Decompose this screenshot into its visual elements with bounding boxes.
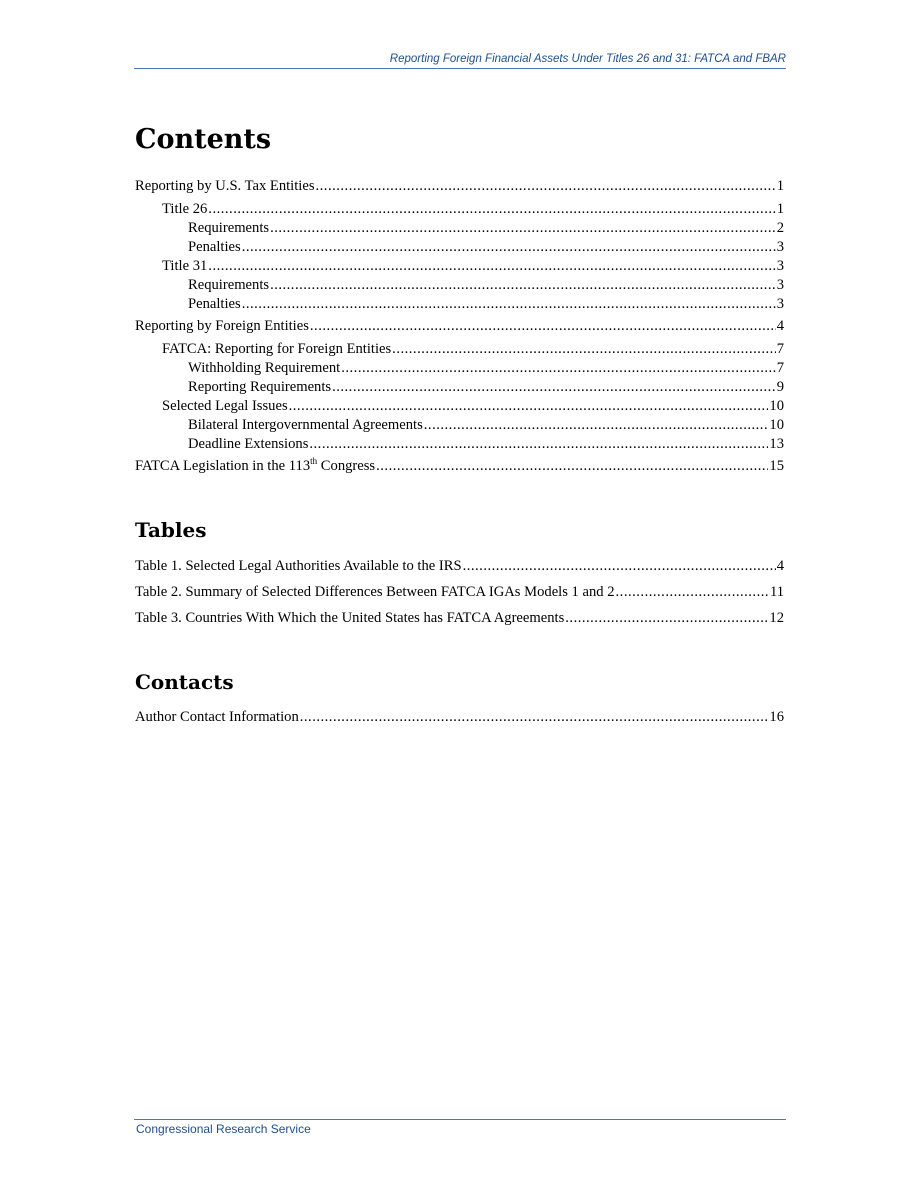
contacts-entry-author[interactable] [135,708,784,726]
toc-entry-fatca-legislation[interactable] [135,457,784,475]
toc-entry-page: 3 [776,258,784,274]
tables-heading: Tables [135,518,207,542]
toc-entry-page: 9 [776,379,784,395]
contacts-entry-title: Author Contact Information [135,709,299,725]
leader-dots [300,708,769,726]
leader-dots [424,416,769,434]
toc-entry-page: 3 [776,296,784,312]
toc-entry-title [135,457,375,475]
tables-entry-2[interactable] [135,583,784,601]
leader-dots [376,457,768,475]
leader-dots [270,219,776,237]
running-header-title: Reporting Foreign Financial Assets Under Titles 26 and 31: FATCA and FBAR [389,53,786,65]
leader-dots [341,359,775,377]
leader-dots [310,317,776,335]
leader-dots [616,583,769,601]
toc-entry-t31-penalties[interactable] [135,295,784,313]
ordinal-suffix: th [310,456,318,467]
toc-entry-reporting-requirements[interactable] [135,378,784,396]
toc-entry-title: FATCA: Reporting for Foreign Entities [162,341,392,357]
toc-entry-title: Penalties [188,296,241,312]
toc-entry-bilateral-agreements[interactable] [135,416,784,434]
toc-entry-title: Reporting by Foreign Entities [135,318,309,334]
tables-entry-page: 12 [769,610,784,626]
leader-dots [309,435,768,453]
leader-dots [565,609,768,627]
toc-entry-t26-penalties[interactable] [135,238,784,256]
toc-entry-page: 1 [776,178,784,194]
toc-entry-title-main: FATCA Legislation in the 113 [135,458,311,474]
toc-entry-title: Bilateral Intergovernmental Agreements [188,417,423,433]
leader-dots [242,238,776,256]
toc-entry-withholding[interactable] [135,359,784,377]
toc-entry-title: Selected Legal Issues [162,398,288,414]
leader-dots [270,276,776,294]
toc-entry-t31-requirements[interactable] [135,276,784,294]
toc-entry-t26-requirements[interactable] [135,219,784,237]
leader-dots [316,177,776,195]
toc-entry-title-31[interactable] [135,257,784,275]
toc-entry-page: 3 [776,277,784,293]
contacts-heading: Contacts [135,670,234,694]
tables-entry-title: Table 2. Summary of Selected Differences Between FATCA IGAs Models 1 and 2 [135,584,615,600]
toc-entry-title: Reporting by U.S. Tax Entities [135,178,315,194]
contacts-entry-page: 16 [769,709,784,725]
toc-entry-title-rest: Congress [317,458,376,474]
toc-entry-page: 2 [776,220,784,236]
tables-entry-title: Table 3. Countries With Which the United States has FATCA Agreements [135,610,565,626]
leader-dots [332,378,776,396]
toc-entry-page: 7 [776,341,784,357]
footer-organization: Congressional Research Service [136,1122,311,1136]
toc-entry-page: 13 [769,436,784,452]
toc-entry-page: 7 [776,360,784,376]
toc-entry-title-26[interactable] [135,200,784,218]
leader-dots [463,557,776,575]
toc-entry-deadline-extensions[interactable] [135,435,784,453]
toc-entry-title: Withholding Requirement [188,360,341,376]
toc-entry-page: 10 [769,398,784,414]
leader-dots [208,200,775,218]
toc-entry-page: 15 [769,458,784,474]
tables-entry-page: 11 [769,584,784,600]
toc-entry-page: 4 [776,318,784,334]
tables-entry-page: 4 [776,558,784,574]
contents-heading: Contents [135,124,272,155]
toc-entry-title: Penalties [188,239,241,255]
toc-entry-title: Deadline Extensions [188,436,309,452]
toc-entry-legal-issues[interactable] [135,397,784,415]
footer-rule [134,1119,786,1120]
leader-dots [392,340,776,358]
header-rule [134,68,786,69]
toc-entry-page: 10 [769,417,784,433]
toc-entry-reporting-us[interactable] [135,177,784,195]
toc-entry-title: Requirements [188,277,270,293]
tables-entry-1[interactable] [135,557,784,575]
tables-entry-3[interactable] [135,609,784,627]
toc-entry-reporting-foreign[interactable] [135,317,784,335]
tables-entry-title: Table 1. Selected Legal Authorities Available to the IRS [135,558,462,574]
toc-entry-title: Reporting Requirements [188,379,332,395]
leader-dots [208,257,775,275]
toc-entry-title: Title 26 [162,201,208,217]
toc-entry-title: Title 31 [162,258,208,274]
toc-entry-title: Requirements [188,220,270,236]
leader-dots [289,397,769,415]
leader-dots [242,295,776,313]
toc-entry-page: 1 [776,201,784,217]
toc-entry-fatca-foreign[interactable] [135,340,784,358]
toc-entry-page: 3 [776,239,784,255]
